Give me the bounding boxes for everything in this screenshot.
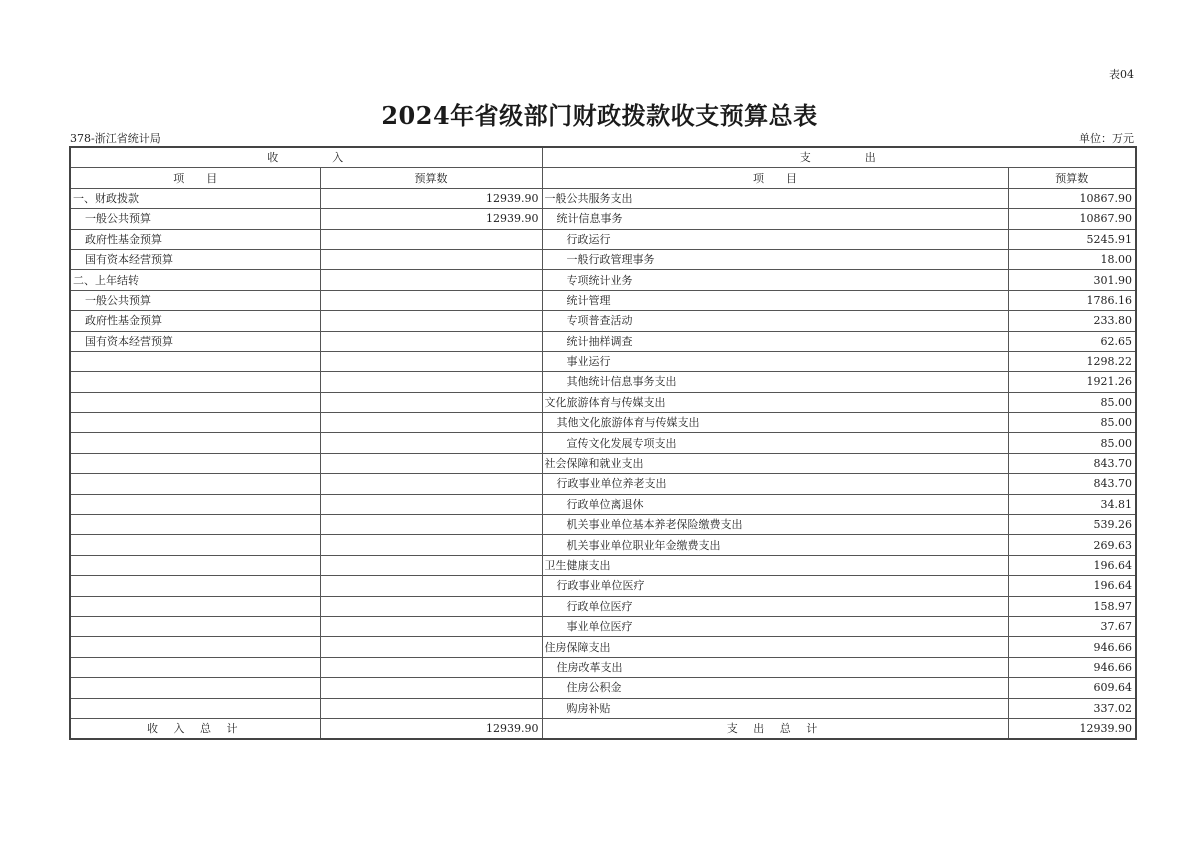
income-item-cell: 一般公共预算 xyxy=(70,290,320,310)
expense-item-cell: 行政事业单位养老支出 xyxy=(542,474,1008,494)
expense-amount-cell: 158.97 xyxy=(1008,596,1136,616)
table-row xyxy=(70,576,1136,596)
expense-amount-cell: 5245.91 xyxy=(1008,229,1136,249)
table-row xyxy=(70,474,1136,494)
table-row xyxy=(70,351,1136,371)
income-item-cell xyxy=(70,616,320,636)
group-header-row xyxy=(70,147,1136,168)
income-item-cell xyxy=(70,535,320,555)
income-amount-cell xyxy=(320,616,542,636)
income-amount-cell xyxy=(320,229,542,249)
income-amount-cell xyxy=(320,372,542,392)
expense-amount-cell: 1786.16 xyxy=(1008,290,1136,310)
expense-amount-header: 预算数 xyxy=(1008,168,1136,188)
income-total-label: 收 入 总 计 xyxy=(70,718,320,739)
income-item-cell: 国有资本经营预算 xyxy=(70,331,320,351)
income-item-cell xyxy=(70,392,320,412)
income-amount-cell xyxy=(320,555,542,575)
table-row xyxy=(70,596,1136,616)
table-row xyxy=(70,515,1136,535)
table-row xyxy=(70,678,1136,698)
income-item-cell xyxy=(70,453,320,473)
income-amount-cell xyxy=(320,392,542,412)
expense-amount-cell: 196.64 xyxy=(1008,555,1136,575)
income-item-cell: 一、财政拨款 xyxy=(70,188,320,208)
table-number: 表04 xyxy=(1109,68,1134,81)
expense-item-cell: 卫生健康支出 xyxy=(542,555,1008,575)
totals-row xyxy=(70,718,1136,739)
expense-amount-cell: 539.26 xyxy=(1008,515,1136,535)
expense-amount-cell: 609.64 xyxy=(1008,678,1136,698)
expense-amount-cell: 946.66 xyxy=(1008,657,1136,677)
income-amount-cell xyxy=(320,331,542,351)
table-row xyxy=(70,209,1136,229)
expense-item-cell: 机关事业单位基本养老保险缴费支出 xyxy=(542,515,1008,535)
expense-amount-cell: 62.65 xyxy=(1008,331,1136,351)
income-amount-cell xyxy=(320,290,542,310)
expense-item-cell: 行政事业单位医疗 xyxy=(542,576,1008,596)
expense-amount-cell: 85.00 xyxy=(1008,392,1136,412)
income-amount-cell xyxy=(320,311,542,331)
table-row xyxy=(70,331,1136,351)
expense-item-cell: 专项普查活动 xyxy=(542,311,1008,331)
income-item-cell xyxy=(70,433,320,453)
expense-amount-cell: 85.00 xyxy=(1008,433,1136,453)
table-row xyxy=(70,270,1136,290)
income-item-cell: 国有资本经营预算 xyxy=(70,249,320,269)
table-row xyxy=(70,453,1136,473)
income-item-cell xyxy=(70,555,320,575)
income-amount-header: 预算数 xyxy=(320,168,542,188)
expense-item-cell: 统计管理 xyxy=(542,290,1008,310)
column-header-row xyxy=(70,168,1136,188)
income-amount-cell xyxy=(320,270,542,290)
expense-item-cell: 购房补贴 xyxy=(542,698,1008,718)
table-row xyxy=(70,555,1136,575)
expense-amount-cell: 843.70 xyxy=(1008,453,1136,473)
table-row xyxy=(70,535,1136,555)
income-item-cell xyxy=(70,698,320,718)
expense-amount-cell: 269.63 xyxy=(1008,535,1136,555)
income-item-cell: 一般公共预算 xyxy=(70,209,320,229)
expense-item-header: 项 目 xyxy=(542,168,1008,188)
income-amount-cell: 12939.90 xyxy=(320,188,542,208)
expense-group-header: 支 出 xyxy=(542,147,1136,168)
income-amount-cell xyxy=(320,494,542,514)
expense-item-cell: 宣传文化发展专项支出 xyxy=(542,433,1008,453)
budget-table xyxy=(69,146,1137,740)
income-item-cell xyxy=(70,351,320,371)
income-amount-cell xyxy=(320,678,542,698)
organization-label: 378-浙江省统计局 xyxy=(70,132,161,145)
table-row xyxy=(70,494,1136,514)
table-row xyxy=(70,229,1136,249)
expense-item-cell: 住房改革支出 xyxy=(542,657,1008,677)
income-amount-cell xyxy=(320,453,542,473)
income-item-cell xyxy=(70,678,320,698)
expense-amount-cell: 946.66 xyxy=(1008,637,1136,657)
expense-amount-cell: 1921.26 xyxy=(1008,372,1136,392)
income-item-cell: 政府性基金预算 xyxy=(70,311,320,331)
expense-item-cell: 社会保障和就业支出 xyxy=(542,453,1008,473)
expense-item-cell: 住房保障支出 xyxy=(542,637,1008,657)
table-row xyxy=(70,392,1136,412)
expense-amount-cell: 301.90 xyxy=(1008,270,1136,290)
income-amount-cell xyxy=(320,576,542,596)
expense-item-cell: 行政单位医疗 xyxy=(542,596,1008,616)
expense-item-cell: 专项统计业务 xyxy=(542,270,1008,290)
income-amount-cell xyxy=(320,351,542,371)
income-amount-cell xyxy=(320,657,542,677)
table-row xyxy=(70,372,1136,392)
table-row xyxy=(70,413,1136,433)
expense-item-cell: 其他文化旅游体育与传媒支出 xyxy=(542,413,1008,433)
income-amount-cell xyxy=(320,637,542,657)
table-row xyxy=(70,616,1136,636)
income-item-cell xyxy=(70,657,320,677)
income-item-cell xyxy=(70,494,320,514)
expense-item-cell: 住房公积金 xyxy=(542,678,1008,698)
income-item-cell xyxy=(70,474,320,494)
table-row xyxy=(70,698,1136,718)
expense-amount-cell: 85.00 xyxy=(1008,413,1136,433)
income-item-cell xyxy=(70,576,320,596)
expense-item-cell: 统计抽样调查 xyxy=(542,331,1008,351)
income-amount-cell xyxy=(320,413,542,433)
table-row xyxy=(70,433,1136,453)
income-item-cell: 二、上年结转 xyxy=(70,270,320,290)
expense-amount-cell: 10867.90 xyxy=(1008,188,1136,208)
table-row xyxy=(70,290,1136,310)
income-amount-cell: 12939.90 xyxy=(320,209,542,229)
income-item-cell xyxy=(70,413,320,433)
expense-item-cell: 事业单位医疗 xyxy=(542,616,1008,636)
expense-item-cell: 文化旅游体育与传媒支出 xyxy=(542,392,1008,412)
income-amount-cell xyxy=(320,433,542,453)
table-row xyxy=(70,311,1136,331)
expense-amount-cell: 18.00 xyxy=(1008,249,1136,269)
income-amount-cell xyxy=(320,474,542,494)
expense-item-cell: 一般行政管理事务 xyxy=(542,249,1008,269)
expense-amount-cell: 843.70 xyxy=(1008,474,1136,494)
expense-amount-cell: 233.80 xyxy=(1008,311,1136,331)
income-item-cell xyxy=(70,596,320,616)
expense-item-cell: 其他统计信息事务支出 xyxy=(542,372,1008,392)
expense-item-cell: 机关事业单位职业年金缴费支出 xyxy=(542,535,1008,555)
income-item-cell xyxy=(70,372,320,392)
expense-amount-cell: 37.67 xyxy=(1008,616,1136,636)
income-item-cell xyxy=(70,515,320,535)
expense-amount-cell: 34.81 xyxy=(1008,494,1136,514)
expense-item-cell: 统计信息事务 xyxy=(542,209,1008,229)
income-item-header: 项 目 xyxy=(70,168,320,188)
table-row xyxy=(70,249,1136,269)
page-title: 2024年省级部门财政拨款收支预算总表 xyxy=(381,101,818,130)
expense-amount-cell: 1298.22 xyxy=(1008,351,1136,371)
income-item-cell: 政府性基金预算 xyxy=(70,229,320,249)
expense-item-cell: 行政运行 xyxy=(542,229,1008,249)
income-amount-cell xyxy=(320,596,542,616)
income-group-header: 收 入 xyxy=(70,147,542,168)
table-row xyxy=(70,657,1136,677)
income-amount-cell xyxy=(320,535,542,555)
expense-total-amount: 12939.90 xyxy=(1008,718,1136,739)
income-item-cell xyxy=(70,637,320,657)
unit-label: 单位：万元 xyxy=(1079,132,1134,145)
expense-item-cell: 一般公共服务支出 xyxy=(542,188,1008,208)
income-amount-cell xyxy=(320,249,542,269)
table-row xyxy=(70,637,1136,657)
income-amount-cell xyxy=(320,698,542,718)
expense-item-cell: 行政单位离退休 xyxy=(542,494,1008,514)
expense-amount-cell: 10867.90 xyxy=(1008,209,1136,229)
table-row xyxy=(70,188,1136,208)
expense-item-cell: 事业运行 xyxy=(542,351,1008,371)
expense-total-label: 支 出 总 计 xyxy=(542,718,1008,739)
income-total-amount: 12939.90 xyxy=(320,718,542,739)
expense-amount-cell: 337.02 xyxy=(1008,698,1136,718)
income-amount-cell xyxy=(320,515,542,535)
expense-amount-cell: 196.64 xyxy=(1008,576,1136,596)
